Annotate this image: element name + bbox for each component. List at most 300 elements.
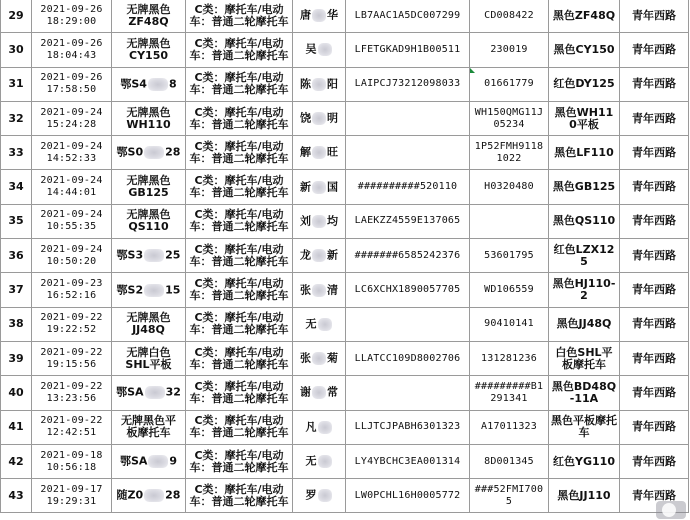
datetime-cell — [32, 33, 112, 67]
category-cell-text: C类：摩托车/电动 — [194, 277, 284, 291]
plate-cell — [112, 444, 186, 478]
row-number-text: 32 — [8, 111, 24, 125]
category-cell — [186, 376, 293, 410]
owner-first-char: 张 — [300, 283, 311, 297]
redaction-blur — [318, 421, 332, 434]
plate-prefix: 鄂S0 — [116, 145, 144, 159]
vin-cell — [346, 479, 470, 513]
category-cell-text: 车：普通二轮摩托车 — [189, 391, 289, 405]
model-cell-text: 黑色CY150 — [553, 42, 615, 56]
road-cell — [620, 341, 689, 375]
engine-cell-text: ###52FMI7005 — [474, 483, 544, 507]
model-cell-text: 黑色平板摩托车 — [551, 414, 617, 440]
datetime-cell — [32, 170, 112, 204]
engine-cell-text: #########B1291341 — [474, 380, 544, 404]
datetime-cell — [32, 136, 112, 170]
datetime-cell-text: 2021-09-24 — [40, 243, 103, 255]
model-cell-text: 黑色LF110 — [554, 145, 614, 159]
category-cell-text: C类：摩托车/电动 — [194, 71, 284, 85]
engine-cell — [470, 307, 549, 341]
row-number — [1, 376, 32, 410]
category-cell-text: C类：摩托车/电动 — [194, 379, 284, 393]
owner-first-char: 唐 — [300, 8, 311, 22]
owner-cell — [293, 341, 346, 375]
engine-cell — [470, 0, 549, 33]
table-row — [1, 479, 689, 513]
plate-cell-text: 无牌黑色 — [126, 311, 171, 325]
plate-suffix: 28 — [165, 145, 181, 159]
datetime-cell — [32, 376, 112, 410]
owner-last-char: 新 — [327, 248, 338, 262]
datetime-cell-text: 2021-09-24 — [40, 140, 103, 152]
road-cell — [620, 204, 689, 238]
road-cell-text: 青年西路 — [632, 180, 676, 194]
owner-last-char: 清 — [327, 283, 338, 297]
owner-last-char: 华 — [327, 8, 338, 22]
datetime-cell — [32, 410, 112, 444]
vin-cell-text: LLJTCJPABH6301323 — [354, 421, 461, 433]
engine-cell — [470, 136, 549, 170]
owner-cell — [293, 204, 346, 238]
model-cell — [549, 33, 620, 67]
owner-first-char: 龙 — [300, 248, 311, 262]
model-cell — [549, 376, 620, 410]
datetime-cell-text: 15:24:28 — [46, 118, 97, 130]
redaction-blur — [312, 112, 326, 125]
engine-cell-text: H0320480 — [484, 181, 534, 193]
engine-cell — [470, 170, 549, 204]
category-cell-text: C类：摩托车/电动 — [194, 345, 284, 359]
owner-cell — [293, 307, 346, 341]
vin-cell-text: ##########520110 — [357, 181, 458, 193]
engine-cell-text: 90410141 — [484, 318, 534, 330]
plate-cell-text: 无牌白色 — [126, 345, 171, 359]
owner-cell — [293, 444, 346, 478]
plate-suffix: 28 — [165, 488, 181, 502]
vin-cell-text: LLATCC109D8002706 — [354, 352, 461, 364]
category-cell — [186, 341, 293, 375]
plate-cell-text: 板摩托车 — [126, 426, 171, 440]
cell-flag-icon — [470, 68, 475, 73]
vin-cell — [346, 376, 470, 410]
road-cell — [620, 444, 689, 478]
datetime-cell-text: 2021-09-22 — [40, 312, 103, 324]
engine-cell-text: 53601795 — [484, 249, 534, 261]
road-cell-text: 青年西路 — [632, 42, 676, 56]
redaction-blur — [145, 386, 165, 399]
model-cell-text: 白色SHL平板摩托车 — [555, 345, 613, 371]
table-row — [1, 239, 689, 273]
redaction-blur — [318, 43, 332, 56]
vin-cell — [346, 136, 470, 170]
road-cell-text: 青年西路 — [632, 8, 676, 22]
row-number-text: 30 — [8, 42, 24, 56]
redaction-blur — [312, 78, 326, 91]
redaction-blur — [148, 78, 168, 91]
table-row — [1, 170, 689, 204]
redaction-blur — [312, 386, 326, 399]
plate-suffix: 32 — [165, 385, 181, 399]
owner-last-char: 菊 — [327, 351, 338, 365]
engine-cell — [470, 204, 549, 238]
redaction-blur — [144, 489, 164, 502]
vin-cell-text: LY4YBCHC3EA001314 — [354, 455, 461, 467]
plate-cell — [112, 341, 186, 375]
datetime-cell-text: 16:52:16 — [46, 290, 97, 302]
row-number — [1, 204, 32, 238]
vin-cell-text: LAIPCJ73212098033 — [354, 78, 461, 90]
vin-cell-text: LB7AAC1A5DC007299 — [354, 9, 461, 21]
road-cell-text: 青年西路 — [632, 214, 676, 228]
table-row — [1, 33, 689, 67]
plate-prefix: 鄂S4 — [120, 77, 147, 91]
datetime-cell-text: 19:15:56 — [46, 358, 97, 370]
owner-last-char: 常 — [327, 385, 338, 399]
category-cell-text: 车：普通二轮摩托车 — [189, 151, 289, 165]
datetime-cell-text: 10:50:20 — [46, 255, 97, 267]
engine-cell — [470, 444, 549, 478]
row-number-text: 29 — [8, 8, 24, 22]
vin-cell — [346, 170, 470, 204]
datetime-cell-text: 2021-09-24 — [40, 209, 103, 221]
category-cell-text: 车：普通二轮摩托车 — [189, 186, 289, 200]
category-cell-text: C类：摩托车/电动 — [194, 414, 284, 428]
row-number — [1, 101, 32, 135]
model-cell-text: 黑色BD48Q-11A — [551, 379, 617, 405]
category-cell-text: 车：普通二轮摩托车 — [189, 460, 289, 474]
table-row — [1, 204, 689, 238]
owner-cell — [293, 239, 346, 273]
engine-cell-text: CD008422 — [484, 9, 534, 21]
engine-cell — [470, 376, 549, 410]
datetime-cell-text: 14:44:01 — [46, 187, 97, 199]
model-cell-text: 黑色HJ110-2 — [552, 277, 616, 303]
row-number — [1, 479, 32, 513]
model-cell — [549, 239, 620, 273]
plate-cell-text: 无牌黑色 — [126, 36, 171, 50]
owner-last-char: 阳 — [327, 77, 338, 91]
row-number-text: 36 — [8, 248, 24, 262]
owner-last-char: 均 — [327, 214, 338, 228]
category-cell-text: 车：普通二轮摩托车 — [189, 254, 289, 268]
owner-first-char: 饶 — [300, 111, 311, 125]
road-cell-text: 青年西路 — [632, 454, 676, 468]
model-cell — [549, 479, 620, 513]
model-cell — [549, 341, 620, 375]
road-cell — [620, 410, 689, 444]
table-row — [1, 376, 689, 410]
datetime-cell-text: 19:29:31 — [46, 495, 97, 507]
vin-cell — [346, 410, 470, 444]
model-cell-text: 黑色JJ48Q — [556, 317, 612, 331]
category-cell-text: 车：普通二轮摩托车 — [189, 117, 289, 131]
model-cell — [549, 170, 620, 204]
datetime-cell-text: 12:42:51 — [46, 427, 97, 439]
vin-cell — [346, 204, 470, 238]
plate-prefix: 随Z0 — [116, 488, 144, 502]
category-cell — [186, 273, 293, 307]
road-cell — [620, 136, 689, 170]
datetime-cell-text: 2021-09-26 — [40, 3, 103, 15]
row-number — [1, 341, 32, 375]
category-cell-text: 车：普通二轮摩托车 — [189, 426, 289, 440]
datetime-cell-text: 2021-09-17 — [40, 483, 103, 495]
vin-cell — [346, 444, 470, 478]
plate-cell — [112, 0, 186, 33]
category-cell-text: C类：摩托车/电动 — [194, 2, 284, 16]
road-cell-text: 青年西路 — [632, 111, 676, 125]
redaction-blur — [144, 146, 164, 159]
owner-cell — [293, 410, 346, 444]
table-row — [1, 101, 689, 135]
watermark-logo-icon — [662, 503, 676, 517]
model-cell-text: 黑色WH110平板 — [554, 105, 614, 131]
road-cell — [620, 67, 689, 101]
owner-first-char: 张 — [300, 351, 311, 365]
datetime-cell — [32, 0, 112, 33]
owner-cell — [293, 33, 346, 67]
row-number — [1, 170, 32, 204]
owner-last-char: 国 — [327, 180, 338, 194]
vin-cell — [346, 101, 470, 135]
road-cell — [620, 273, 689, 307]
engine-cell — [470, 273, 549, 307]
category-cell — [186, 410, 293, 444]
road-cell — [620, 33, 689, 67]
datetime-cell-text: 18:29:00 — [46, 15, 97, 27]
category-cell-text: C类：摩托车/电动 — [194, 105, 284, 119]
category-cell — [186, 101, 293, 135]
redaction-blur — [312, 9, 326, 22]
category-cell-text: 车：普通二轮摩托车 — [189, 289, 289, 303]
plate-cell — [112, 479, 186, 513]
redaction-blur — [148, 455, 168, 468]
datetime-cell — [32, 204, 112, 238]
model-cell — [549, 0, 620, 33]
plate-cell-text: 无牌黑色 — [126, 105, 171, 119]
engine-cell — [470, 67, 549, 101]
redaction-blur — [318, 455, 332, 468]
plate-cell — [112, 101, 186, 135]
model-cell-text: 红色YG110 — [553, 454, 615, 468]
redaction-blur — [312, 284, 326, 297]
row-number-text: 37 — [8, 283, 24, 297]
datetime-cell — [32, 341, 112, 375]
owner-cell — [293, 479, 346, 513]
table-row — [1, 0, 689, 33]
plate-cell-text: CY150 — [129, 48, 168, 62]
engine-cell — [470, 410, 549, 444]
category-cell-text: C类：摩托车/电动 — [194, 311, 284, 325]
model-cell-text: 红色LZX125 — [553, 242, 615, 268]
datetime-cell-text: 2021-09-24 — [40, 106, 103, 118]
category-cell-text: C类：摩托车/电动 — [194, 208, 284, 222]
category-cell-text: 车：普通二轮摩托车 — [189, 357, 289, 371]
datetime-cell-text: 2021-09-26 — [40, 37, 103, 49]
category-cell-text: 车：普通二轮摩托车 — [189, 220, 289, 234]
owner-cell — [293, 67, 346, 101]
redaction-blur — [312, 146, 326, 159]
category-cell — [186, 307, 293, 341]
category-cell-text: 车：普通二轮摩托车 — [189, 14, 289, 28]
datetime-cell — [32, 307, 112, 341]
model-cell — [549, 444, 620, 478]
owner-last-char: 旺 — [327, 145, 338, 159]
row-number-text: 39 — [8, 351, 24, 365]
plate-cell-text: 无牌黑色 — [126, 2, 171, 16]
model-cell-text: 黑色ZF48Q — [552, 8, 616, 22]
vin-cell — [346, 239, 470, 273]
engine-cell — [470, 33, 549, 67]
category-cell-text: C类：摩托车/电动 — [194, 174, 284, 188]
model-cell — [549, 273, 620, 307]
table-row — [1, 136, 689, 170]
road-cell — [620, 0, 689, 33]
datetime-cell-text: 14:52:33 — [46, 152, 97, 164]
datetime-cell — [32, 273, 112, 307]
plate-cell — [112, 67, 186, 101]
watermark — [656, 501, 686, 519]
plate-cell — [112, 307, 186, 341]
datetime-cell — [32, 67, 112, 101]
plate-cell — [112, 204, 186, 238]
plate-cell — [112, 239, 186, 273]
category-cell — [186, 136, 293, 170]
engine-cell-text: A17011323 — [481, 421, 537, 433]
category-cell — [186, 170, 293, 204]
category-cell-text: C类：摩托车/电动 — [194, 448, 284, 462]
road-cell — [620, 101, 689, 135]
vin-cell-text: LC6XCHX1890057705 — [354, 284, 461, 296]
datetime-cell-text: 2021-09-22 — [40, 380, 103, 392]
plate-prefix: 鄂S3 — [116, 248, 144, 262]
owner-first-char: 无 — [305, 317, 317, 331]
redaction-blur — [144, 284, 164, 297]
owner-first-char: 新 — [300, 180, 311, 194]
model-cell-text: 黑色JJ110 — [557, 488, 611, 502]
vin-cell — [346, 67, 470, 101]
owner-first-char: 谢 — [300, 385, 311, 399]
datetime-cell-text: 17:58:50 — [46, 84, 97, 96]
category-cell-text: C类：摩托车/电动 — [194, 482, 284, 496]
model-cell — [549, 136, 620, 170]
engine-cell — [470, 341, 549, 375]
plate-suffix: 9 — [169, 454, 178, 468]
engine-cell-text: 230019 — [490, 43, 528, 55]
datetime-cell-text: 19:22:52 — [46, 324, 97, 336]
datetime-cell-text: 2021-09-23 — [40, 278, 103, 290]
engine-cell — [470, 239, 549, 273]
category-cell-text: 车：普通二轮摩托车 — [189, 323, 289, 337]
vin-cell-text: #######6585242376 — [354, 249, 461, 261]
plate-cell — [112, 273, 186, 307]
engine-cell-text: 01661779 — [484, 78, 534, 90]
table-row — [1, 273, 689, 307]
plate-suffix: 25 — [165, 248, 181, 262]
datetime-cell-text: 2021-09-18 — [40, 449, 103, 461]
redaction-blur — [318, 318, 332, 331]
plate-suffix: 8 — [168, 77, 177, 91]
category-cell — [186, 239, 293, 273]
plate-cell — [112, 170, 186, 204]
plate-prefix: 鄂SA — [119, 454, 148, 468]
owner-cell — [293, 170, 346, 204]
row-number — [1, 136, 32, 170]
owner-first-char: 刘 — [300, 214, 311, 228]
owner-last-char: 明 — [327, 111, 338, 125]
plate-cell-text: JJ48Q — [132, 323, 165, 337]
model-cell — [549, 67, 620, 101]
road-cell-text: 青年西路 — [632, 317, 676, 331]
redaction-blur — [312, 352, 326, 365]
datetime-cell-text: 13:23:56 — [46, 392, 97, 404]
model-cell — [549, 410, 620, 444]
engine-cell-text: 1P52FMH91181022 — [474, 140, 544, 164]
datetime-cell-text: 2021-09-22 — [40, 415, 103, 427]
row-number-text: 41 — [8, 420, 24, 434]
row-number — [1, 239, 32, 273]
datetime-cell-text: 10:55:35 — [46, 221, 97, 233]
row-number-text: 38 — [8, 317, 24, 331]
table-row — [1, 67, 689, 101]
row-number-text: 43 — [8, 488, 24, 502]
redaction-blur — [144, 249, 164, 262]
table-row — [1, 307, 689, 341]
vin-cell — [346, 33, 470, 67]
row-number-text: 31 — [8, 77, 24, 91]
vin-cell — [346, 273, 470, 307]
category-cell-text: 车：普通二轮摩托车 — [189, 494, 289, 508]
plate-cell — [112, 376, 186, 410]
model-cell — [549, 204, 620, 238]
plate-cell-text: 无牌黑色 — [126, 208, 171, 222]
table-row — [1, 341, 689, 375]
road-cell-text: 青年西路 — [632, 283, 676, 297]
table-row — [1, 444, 689, 478]
owner-cell — [293, 273, 346, 307]
engine-cell-text: 8D001345 — [484, 455, 534, 467]
table-body — [1, 0, 689, 513]
owner-first-char: 罗 — [305, 488, 317, 502]
row-number — [1, 410, 32, 444]
owner-cell — [293, 101, 346, 135]
vin-cell-text: LAEKZZ4559E137065 — [354, 215, 461, 227]
redaction-blur — [312, 249, 326, 262]
row-number — [1, 33, 32, 67]
category-cell — [186, 444, 293, 478]
owner-cell — [293, 136, 346, 170]
datetime-cell-text: 18:04:43 — [46, 49, 97, 61]
category-cell — [186, 0, 293, 33]
plate-cell-text: QS110 — [128, 220, 169, 234]
category-cell-text: 车：普通二轮摩托车 — [189, 48, 289, 62]
row-number-text: 33 — [8, 145, 24, 159]
vin-cell — [346, 341, 470, 375]
row-number-text: 40 — [8, 385, 24, 399]
row-number-text: 34 — [8, 180, 24, 194]
engine-cell-text: WD106559 — [484, 284, 534, 296]
category-cell — [186, 204, 293, 238]
category-cell-text: C类：摩托车/电动 — [194, 139, 284, 153]
plate-cell-text: SHL平板 — [125, 357, 172, 371]
datetime-cell — [32, 101, 112, 135]
owner-first-char: 凡 — [305, 420, 317, 434]
road-cell-text: 青年西路 — [632, 351, 676, 365]
engine-cell — [470, 479, 549, 513]
plate-cell-text: ZF48Q — [128, 14, 169, 28]
plate-suffix: 15 — [165, 283, 181, 297]
vin-cell — [346, 307, 470, 341]
